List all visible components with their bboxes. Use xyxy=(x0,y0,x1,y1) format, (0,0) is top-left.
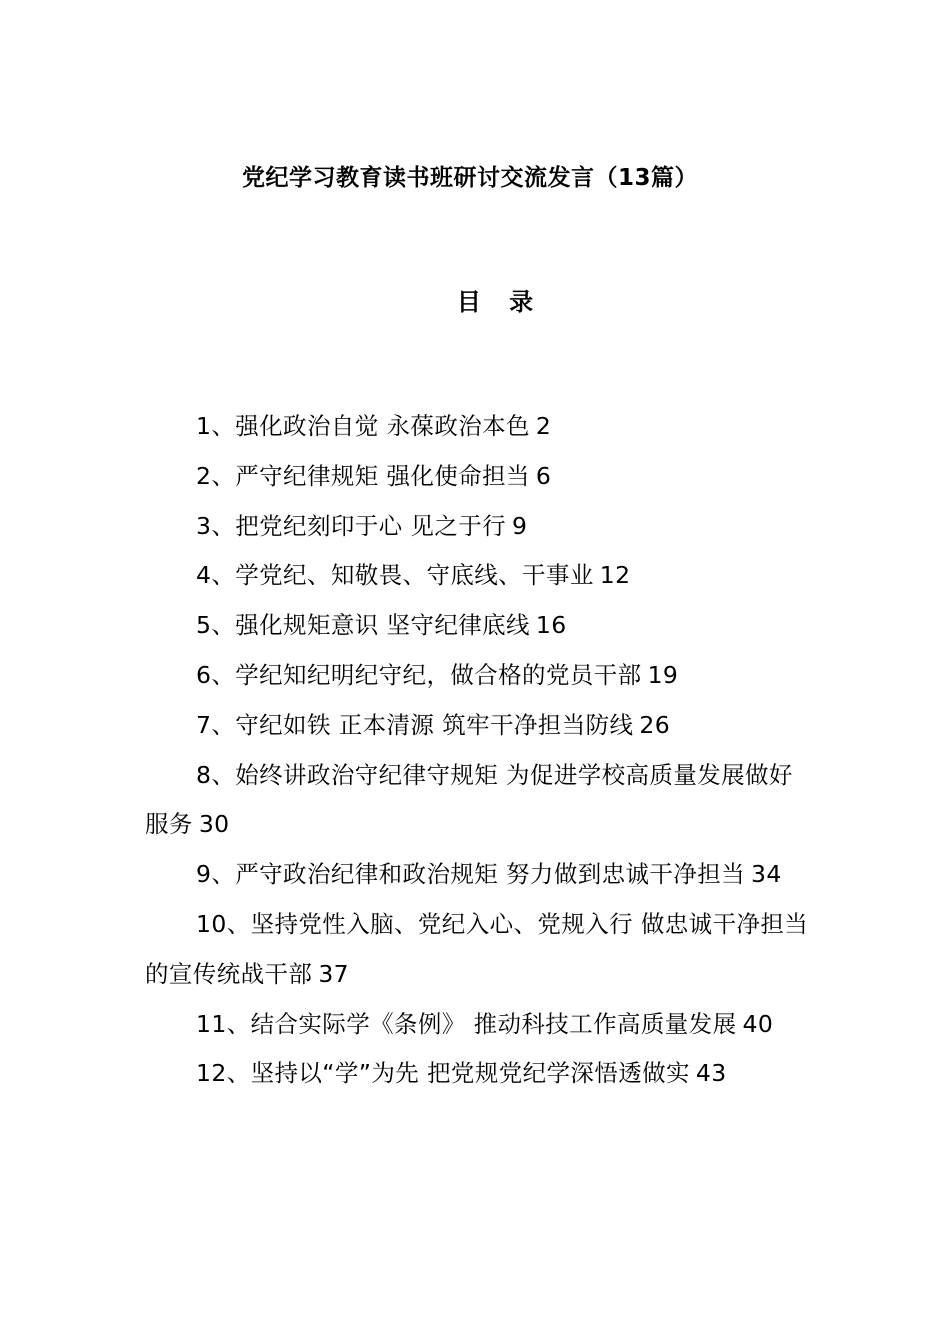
toc-entry-title: 2、严守纪律规矩 强化使命担当 xyxy=(196,461,530,490)
toc-entry xyxy=(145,1000,810,1050)
toc-entry-page: 34 xyxy=(751,860,782,889)
toc-entry-title: 11、结合实际学《条例》 推动科技工作高质量发展 xyxy=(196,1009,737,1038)
toc-entry-title: 9、严守政治纪律和政治规矩 努力做到忠诚干净担当 xyxy=(196,860,746,889)
toc-entry-page: 30 xyxy=(198,810,230,839)
toc-entry-page: 16 xyxy=(535,611,567,640)
toc-entry xyxy=(145,850,810,900)
toc-entry-page: 19 xyxy=(647,660,679,689)
toc-entry xyxy=(145,551,810,601)
toc-entry-title: 4、学党纪、知敬畏、守底线、干事业 xyxy=(196,561,594,590)
toc-entry-title: 12、坚持以“学”为先 把党规党纪学深悟透做实 xyxy=(196,1059,690,1088)
toc-entry xyxy=(145,601,810,651)
toc-entry-page: 40 xyxy=(742,1009,774,1038)
toc-entry-page: 9 xyxy=(512,511,528,540)
toc-entry-page: 26 xyxy=(639,710,671,739)
toc-entry-page: 12 xyxy=(599,561,631,590)
toc-entry xyxy=(145,502,810,552)
toc-entry-page: 37 xyxy=(318,959,350,988)
toc-entry xyxy=(145,402,810,452)
toc-entry xyxy=(145,651,810,701)
toc-entry xyxy=(145,751,810,851)
toc-entry xyxy=(145,701,810,751)
toc-entry-title: 5、强化规矩意识 坚守纪律底线 xyxy=(196,611,530,640)
document-title: 党纪学习教育读书班研讨交流发言（13篇） xyxy=(241,165,698,191)
toc-entry-title: 7、守纪如铁 正本清源 筑牢干净担当防线 xyxy=(196,710,634,739)
toc-entry xyxy=(145,452,810,502)
toc-entry-title: 10、坚持党性入脑、党纪入心、党规入行 做忠诚干净担当的宣传统战干部 xyxy=(145,909,809,988)
toc-entry-title: 1、强化政治自觉 永葆政治本色 xyxy=(196,412,530,440)
toc-entry-title: 8、始终讲政治守纪律守规矩 为促进学校高质量发展做好服务 xyxy=(145,760,793,839)
toc-entry xyxy=(145,900,810,1000)
toc-entry-title: 3、把党纪刻印于心 见之于行 xyxy=(196,511,507,540)
toc-entry-page: 6 xyxy=(535,461,552,490)
toc-entry-page: 2 xyxy=(535,412,552,440)
toc-entry-page: 43 xyxy=(695,1059,727,1088)
toc-heading: 目 录 xyxy=(456,288,544,316)
toc-entry-title: 6、学纪知纪明纪守纪，做合格的党员干部 xyxy=(196,660,642,689)
table-of-contents xyxy=(145,402,810,1099)
toc-entry xyxy=(145,1049,810,1099)
